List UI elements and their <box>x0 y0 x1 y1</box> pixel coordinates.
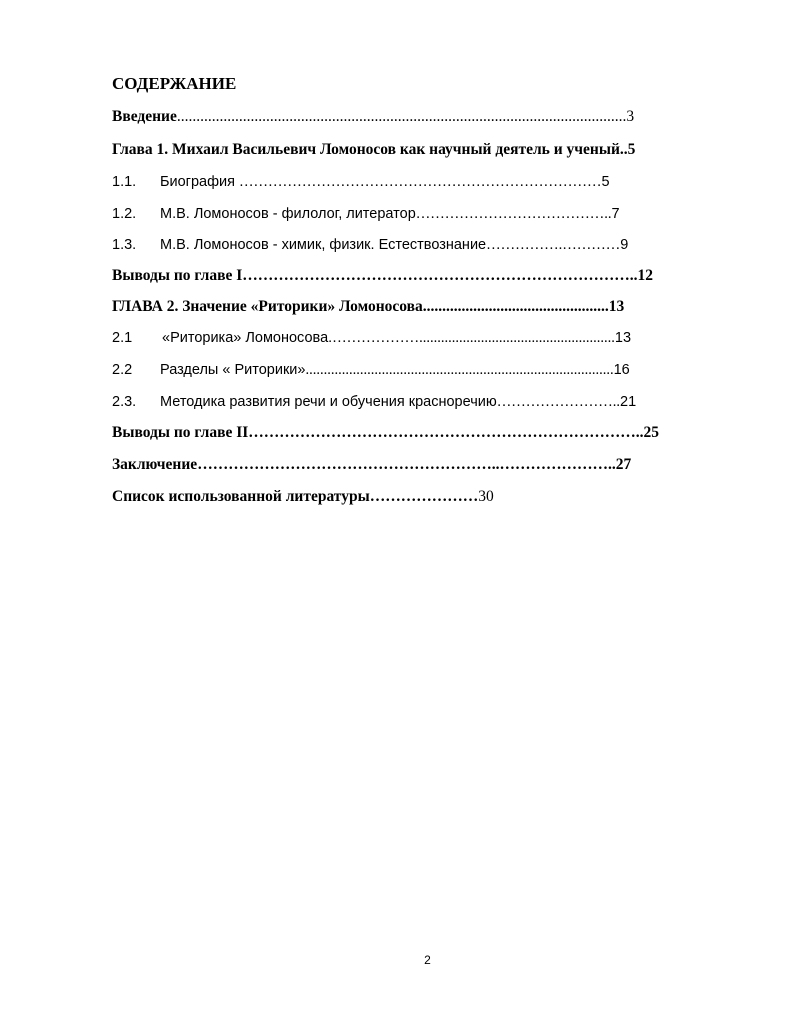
toc-entry-section-1-2 <box>112 203 740 225</box>
toc-title: СОДЕРЖАНИЕ <box>112 74 237 93</box>
toc-entry-page: 7 <box>611 206 620 222</box>
toc-entry-text: Список использованной литературы <box>112 488 370 505</box>
toc-entry-leader: ………………...................................................... <box>332 330 615 346</box>
toc-entry-section-1-3 <box>112 234 740 256</box>
toc-entry-text: Введение <box>112 108 177 125</box>
toc-entry-text: Методика развития речи и обучения красноречию <box>160 394 497 410</box>
toc-entry-chapter-1 <box>112 139 740 161</box>
toc-entry-number: 1.1. <box>112 174 137 190</box>
toc-entry-conclusions-chapter-1 <box>112 265 740 287</box>
toc-entry-page: 30 <box>478 488 494 505</box>
toc-entry-text: М.В. Ломоносов - химик, физик. Естествознание <box>160 237 487 253</box>
toc-entry-bibliography <box>112 486 740 508</box>
toc-entry-introduction <box>112 106 740 128</box>
toc-entry-text: Выводы по главе II <box>112 424 249 441</box>
toc-entry-text: «Риторика» Ломоносова. <box>162 330 333 346</box>
toc-entry-leader: ………………………………………………………………….. <box>242 267 638 284</box>
toc-entry-section-1-1 <box>112 171 740 193</box>
toc-entry-text: Глава 1. Михаил Васильевич Ломоносов как научный деятель и ученый <box>112 141 620 158</box>
toc-entry-leader: .................................................................................................................... <box>176 108 627 125</box>
toc-entry-number: 2.2 <box>112 362 133 378</box>
toc-entry-page: 27 <box>615 456 632 473</box>
toc-entry-leader: ..................................................................................... <box>305 362 614 378</box>
toc-entry-leader: ………………… <box>369 488 479 505</box>
toc-entry-number: 2.1 <box>112 330 133 346</box>
toc-entry-page: 5 <box>627 141 636 158</box>
toc-entry-leader: ………………………………………………………………….. <box>248 424 644 441</box>
toc-entry-leader: …………………………………………………..………………….. <box>197 456 616 473</box>
toc-entry-section-2-3 <box>112 391 740 413</box>
toc-entry-conclusion <box>112 454 740 476</box>
toc-entry-leader: ................................................ <box>422 298 609 315</box>
toc-entry-text: Биография <box>160 174 240 190</box>
toc-entry-chapter-2 <box>112 296 740 318</box>
toc-entry-page: 12 <box>637 267 653 284</box>
page-number: 2 <box>424 953 431 967</box>
toc-entry-leader: …………………….. <box>496 394 620 410</box>
toc-entry-page: 16 <box>613 362 630 378</box>
toc-entry-conclusions-chapter-2 <box>112 422 740 444</box>
toc-entry-page: 3 <box>626 108 635 125</box>
toc-entry-page: 9 <box>620 237 629 253</box>
toc-entry-leader: …………….………… <box>486 237 621 253</box>
toc-entry-leader: ………………………………….. <box>415 206 612 222</box>
toc-entry-page: 21 <box>620 394 637 410</box>
toc-entry-section-2-2 <box>112 359 740 381</box>
toc-entry-number: 1.3. <box>112 237 137 253</box>
toc-entry-leader: .. <box>619 141 628 158</box>
toc-entry-text: Выводы по главе I <box>112 267 243 284</box>
toc-entry-text: Разделы « Риторики» <box>160 362 306 378</box>
toc-entry-page: 25 <box>643 424 660 441</box>
toc-entry-text: ГЛАВА 2. Значение «Риторики» Ломоносова <box>112 298 423 315</box>
toc-entry-leader: ………………………………………………………………… <box>239 174 602 190</box>
toc-entry-number: 2.3. <box>112 394 137 410</box>
toc-entry-page: 13 <box>608 298 625 315</box>
toc-entry-page: 5 <box>601 174 610 190</box>
toc-entry-number: 1.2. <box>112 206 137 222</box>
toc-entry-text: М.В. Ломоносов - филолог, литератор <box>160 206 416 222</box>
toc-entry-page: 13 <box>614 330 632 346</box>
toc-entry-section-2-1 <box>112 327 740 349</box>
toc-entry-text: Заключение <box>112 456 198 473</box>
